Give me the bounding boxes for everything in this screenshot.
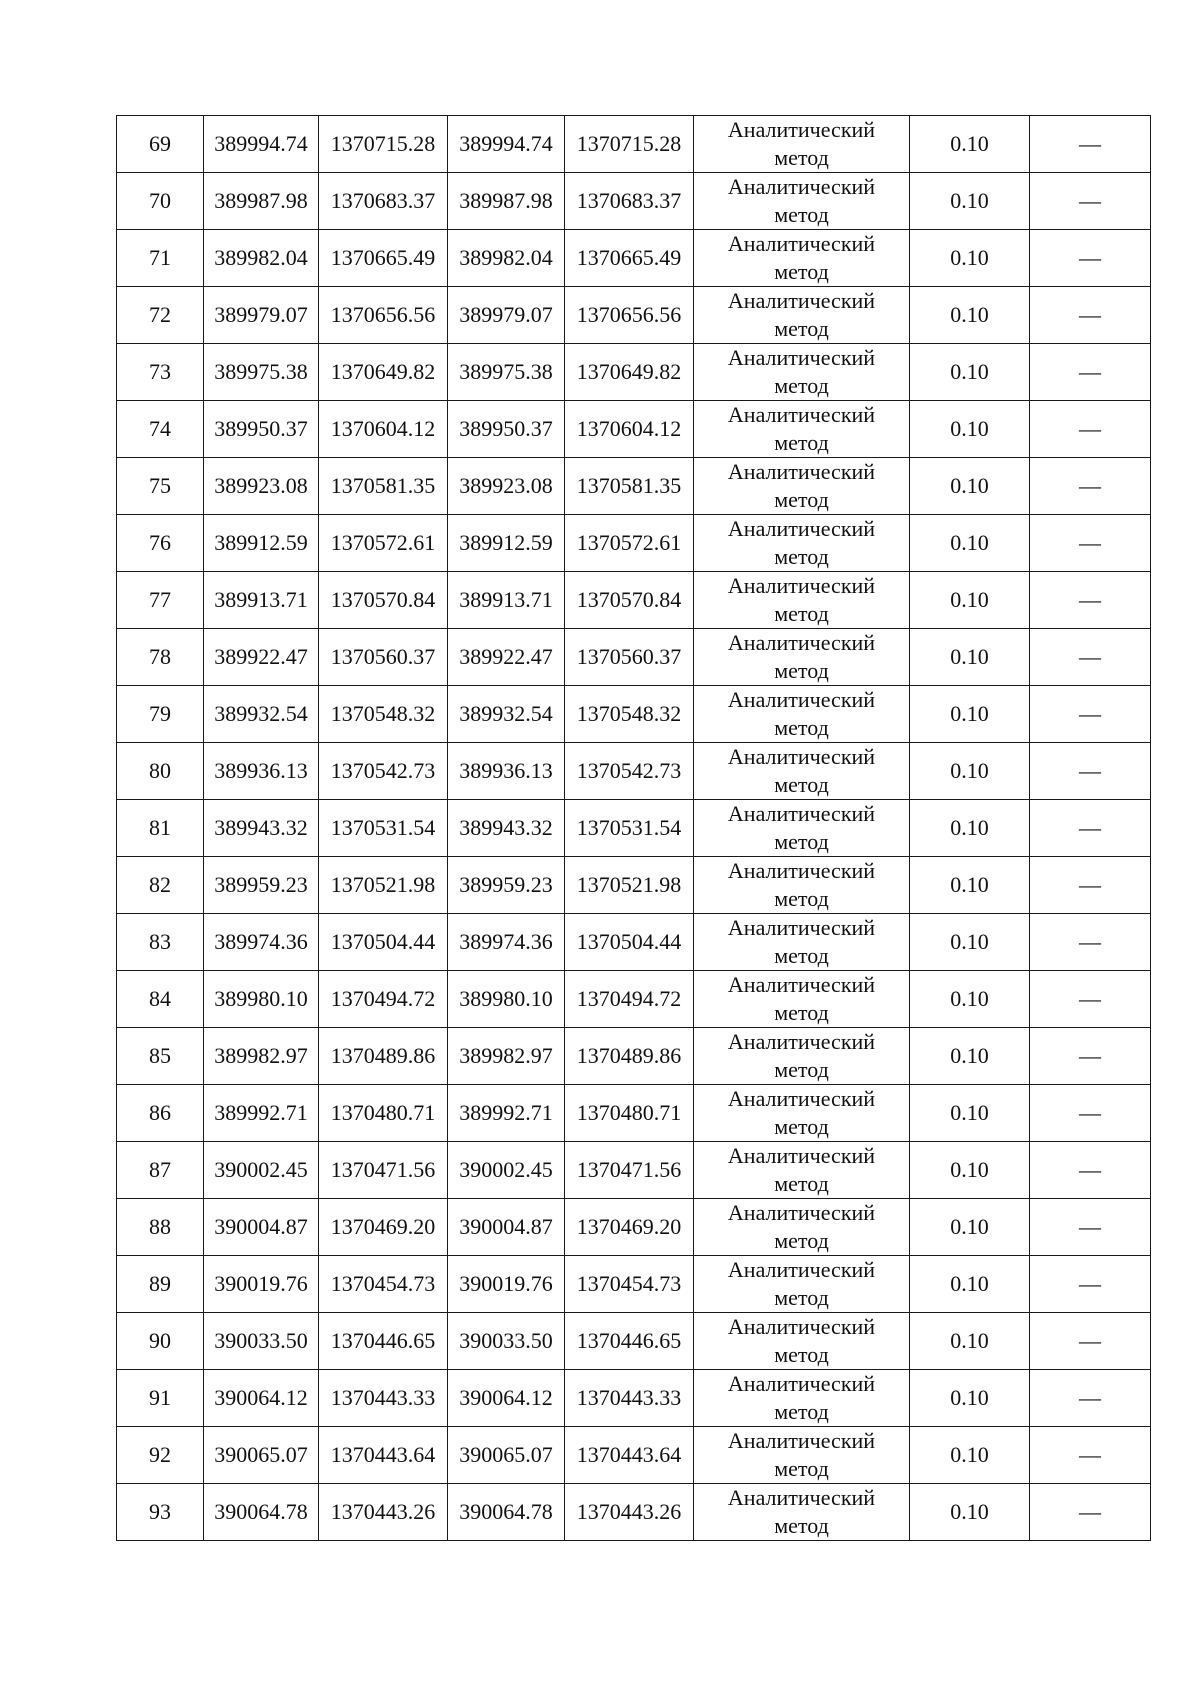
method-label-line1: Аналитический bbox=[727, 345, 876, 370]
y-coordinate-cell: 1370443.64 bbox=[319, 1427, 448, 1484]
precision-cell: 0.10 bbox=[910, 1370, 1030, 1427]
point-number-cell: 80 bbox=[117, 743, 204, 800]
table-row bbox=[117, 1142, 1151, 1199]
precision-cell: 0.10 bbox=[910, 629, 1030, 686]
x-coordinate-cell: 389975.38 bbox=[204, 344, 319, 401]
precision-cell: 0.10 bbox=[910, 515, 1030, 572]
note-cell: — bbox=[1030, 230, 1151, 287]
y-coordinate-cell: 1370560.37 bbox=[319, 629, 448, 686]
method-cell bbox=[694, 857, 910, 914]
point-number-cell: 83 bbox=[117, 914, 204, 971]
table-row bbox=[117, 116, 1151, 173]
precision-cell: 0.10 bbox=[910, 743, 1030, 800]
point-number-cell: 93 bbox=[117, 1484, 204, 1541]
note-cell: — bbox=[1030, 1085, 1151, 1142]
point-number-cell: 87 bbox=[117, 1142, 204, 1199]
x-coordinate-cell: 389974.36 bbox=[204, 914, 319, 971]
y-coordinate-cell: 1370531.54 bbox=[319, 800, 448, 857]
x-coordinate-cell: 389913.71 bbox=[204, 572, 319, 629]
method-label-line1: Аналитический bbox=[727, 687, 876, 712]
precision-cell: 0.10 bbox=[910, 230, 1030, 287]
note-cell: — bbox=[1030, 1256, 1151, 1313]
method-label-line1: Аналитический bbox=[727, 174, 876, 199]
y-coordinate-existing-cell: 1370494.72 bbox=[565, 971, 694, 1028]
y-coordinate-existing-cell: 1370581.35 bbox=[565, 458, 694, 515]
note-cell: — bbox=[1030, 1427, 1151, 1484]
x-coordinate-existing-cell: 390033.50 bbox=[448, 1313, 565, 1370]
x-coordinate-cell: 389959.23 bbox=[204, 857, 319, 914]
y-coordinate-existing-cell: 1370572.61 bbox=[565, 515, 694, 572]
x-coordinate-existing-cell: 390004.87 bbox=[448, 1199, 565, 1256]
precision-cell: 0.10 bbox=[910, 116, 1030, 173]
method-cell bbox=[694, 458, 910, 515]
x-coordinate-existing-cell: 389975.38 bbox=[448, 344, 565, 401]
method-cell bbox=[694, 629, 910, 686]
table-row bbox=[117, 1256, 1151, 1313]
method-label-line2: метод bbox=[774, 715, 829, 740]
precision-cell: 0.10 bbox=[910, 1427, 1030, 1484]
x-coordinate-cell: 389912.59 bbox=[204, 515, 319, 572]
method-label-line2: метод bbox=[774, 943, 829, 968]
y-coordinate-existing-cell: 1370656.56 bbox=[565, 287, 694, 344]
method-label-line1: Аналитический bbox=[727, 1485, 876, 1510]
note-cell: — bbox=[1030, 458, 1151, 515]
method-label-line2: метод bbox=[774, 1342, 829, 1367]
x-coordinate-existing-cell: 389974.36 bbox=[448, 914, 565, 971]
point-number-cell: 79 bbox=[117, 686, 204, 743]
precision-cell: 0.10 bbox=[910, 401, 1030, 458]
method-label-line1: Аналитический bbox=[727, 1200, 876, 1225]
y-coordinate-existing-cell: 1370443.26 bbox=[565, 1484, 694, 1541]
x-coordinate-cell: 389943.32 bbox=[204, 800, 319, 857]
note-cell: — bbox=[1030, 344, 1151, 401]
method-label-line2: метод bbox=[774, 145, 829, 170]
point-number-cell: 86 bbox=[117, 1085, 204, 1142]
point-number-cell: 73 bbox=[117, 344, 204, 401]
method-label-line2: метод bbox=[774, 1057, 829, 1082]
method-label-line2: метод bbox=[774, 487, 829, 512]
y-coordinate-existing-cell: 1370548.32 bbox=[565, 686, 694, 743]
point-number-cell: 81 bbox=[117, 800, 204, 857]
method-label-line2: метод bbox=[774, 1171, 829, 1196]
method-label-line1: Аналитический bbox=[727, 630, 876, 655]
table-row bbox=[117, 743, 1151, 800]
x-coordinate-existing-cell: 389922.47 bbox=[448, 629, 565, 686]
method-label-line2: метод bbox=[774, 1228, 829, 1253]
y-coordinate-cell: 1370471.56 bbox=[319, 1142, 448, 1199]
y-coordinate-cell: 1370542.73 bbox=[319, 743, 448, 800]
y-coordinate-cell: 1370683.37 bbox=[319, 173, 448, 230]
x-coordinate-existing-cell: 389987.98 bbox=[448, 173, 565, 230]
table-row bbox=[117, 800, 1151, 857]
method-cell bbox=[694, 743, 910, 800]
method-cell bbox=[694, 800, 910, 857]
y-coordinate-existing-cell: 1370454.73 bbox=[565, 1256, 694, 1313]
precision-cell: 0.10 bbox=[910, 800, 1030, 857]
method-label-line2: метод bbox=[774, 1000, 829, 1025]
x-coordinate-cell: 389980.10 bbox=[204, 971, 319, 1028]
precision-cell: 0.10 bbox=[910, 458, 1030, 515]
y-coordinate-cell: 1370570.84 bbox=[319, 572, 448, 629]
y-coordinate-cell: 1370548.32 bbox=[319, 686, 448, 743]
method-label-line2: метод bbox=[774, 829, 829, 854]
point-number-cell: 88 bbox=[117, 1199, 204, 1256]
x-coordinate-cell: 389979.07 bbox=[204, 287, 319, 344]
x-coordinate-cell: 390064.78 bbox=[204, 1484, 319, 1541]
x-coordinate-existing-cell: 389982.97 bbox=[448, 1028, 565, 1085]
note-cell: — bbox=[1030, 572, 1151, 629]
method-label-line1: Аналитический bbox=[727, 573, 876, 598]
x-coordinate-cell: 389992.71 bbox=[204, 1085, 319, 1142]
method-label-line2: метод bbox=[774, 316, 829, 341]
method-label-line1: Аналитический bbox=[727, 1029, 876, 1054]
x-coordinate-existing-cell: 389994.74 bbox=[448, 116, 565, 173]
x-coordinate-existing-cell: 389980.10 bbox=[448, 971, 565, 1028]
y-coordinate-existing-cell: 1370570.84 bbox=[565, 572, 694, 629]
x-coordinate-cell: 389923.08 bbox=[204, 458, 319, 515]
table-row bbox=[117, 857, 1151, 914]
precision-cell: 0.10 bbox=[910, 572, 1030, 629]
table-row bbox=[117, 572, 1151, 629]
y-coordinate-cell: 1370604.12 bbox=[319, 401, 448, 458]
point-number-cell: 76 bbox=[117, 515, 204, 572]
x-coordinate-cell: 389994.74 bbox=[204, 116, 319, 173]
table-row bbox=[117, 1370, 1151, 1427]
point-number-cell: 90 bbox=[117, 1313, 204, 1370]
table-row bbox=[117, 401, 1151, 458]
precision-cell: 0.10 bbox=[910, 173, 1030, 230]
x-coordinate-existing-cell: 389982.04 bbox=[448, 230, 565, 287]
method-label-line2: метод bbox=[774, 1456, 829, 1481]
note-cell: — bbox=[1030, 800, 1151, 857]
table-row bbox=[117, 173, 1151, 230]
method-label-line1: Аналитический bbox=[727, 516, 876, 541]
point-number-cell: 78 bbox=[117, 629, 204, 686]
table-row bbox=[117, 287, 1151, 344]
y-coordinate-existing-cell: 1370649.82 bbox=[565, 344, 694, 401]
x-coordinate-existing-cell: 389932.54 bbox=[448, 686, 565, 743]
method-cell bbox=[694, 401, 910, 458]
note-cell: — bbox=[1030, 914, 1151, 971]
method-cell bbox=[694, 971, 910, 1028]
x-coordinate-cell: 390019.76 bbox=[204, 1256, 319, 1313]
method-label-line1: Аналитический bbox=[727, 402, 876, 427]
method-label-line2: метод bbox=[774, 544, 829, 569]
method-label-line1: Аналитический bbox=[727, 915, 876, 940]
y-coordinate-existing-cell: 1370443.64 bbox=[565, 1427, 694, 1484]
precision-cell: 0.10 bbox=[910, 1142, 1030, 1199]
note-cell: — bbox=[1030, 629, 1151, 686]
y-coordinate-existing-cell: 1370446.65 bbox=[565, 1313, 694, 1370]
precision-cell: 0.10 bbox=[910, 344, 1030, 401]
point-number-cell: 70 bbox=[117, 173, 204, 230]
coordinates-table bbox=[116, 115, 1151, 1541]
method-cell bbox=[694, 515, 910, 572]
x-coordinate-existing-cell: 389950.37 bbox=[448, 401, 565, 458]
method-cell bbox=[694, 1256, 910, 1313]
y-coordinate-cell: 1370454.73 bbox=[319, 1256, 448, 1313]
method-label-line1: Аналитический bbox=[727, 972, 876, 997]
y-coordinate-existing-cell: 1370521.98 bbox=[565, 857, 694, 914]
y-coordinate-cell: 1370649.82 bbox=[319, 344, 448, 401]
table-row bbox=[117, 515, 1151, 572]
table-row bbox=[117, 1427, 1151, 1484]
y-coordinate-cell: 1370489.86 bbox=[319, 1028, 448, 1085]
y-coordinate-cell: 1370443.26 bbox=[319, 1484, 448, 1541]
x-coordinate-cell: 389936.13 bbox=[204, 743, 319, 800]
x-coordinate-existing-cell: 389936.13 bbox=[448, 743, 565, 800]
method-label-line2: метод bbox=[774, 373, 829, 398]
x-coordinate-existing-cell: 390064.12 bbox=[448, 1370, 565, 1427]
method-label-line2: метод bbox=[774, 202, 829, 227]
table-row bbox=[117, 914, 1151, 971]
table-row bbox=[117, 1085, 1151, 1142]
x-coordinate-existing-cell: 389913.71 bbox=[448, 572, 565, 629]
method-label-line2: метод bbox=[774, 601, 829, 626]
method-cell bbox=[694, 116, 910, 173]
note-cell: — bbox=[1030, 1370, 1151, 1427]
method-label-line1: Аналитический bbox=[727, 1371, 876, 1396]
point-number-cell: 75 bbox=[117, 458, 204, 515]
method-cell bbox=[694, 344, 910, 401]
note-cell: — bbox=[1030, 1142, 1151, 1199]
method-label-line2: метод bbox=[774, 886, 829, 911]
y-coordinate-cell: 1370504.44 bbox=[319, 914, 448, 971]
precision-cell: 0.10 bbox=[910, 686, 1030, 743]
table-row bbox=[117, 1199, 1151, 1256]
x-coordinate-cell: 390064.12 bbox=[204, 1370, 319, 1427]
method-label-line1: Аналитический bbox=[727, 744, 876, 769]
y-coordinate-cell: 1370715.28 bbox=[319, 116, 448, 173]
note-cell: — bbox=[1030, 1484, 1151, 1541]
y-coordinate-cell: 1370581.35 bbox=[319, 458, 448, 515]
method-cell bbox=[694, 1028, 910, 1085]
method-cell bbox=[694, 1313, 910, 1370]
x-coordinate-existing-cell: 390019.76 bbox=[448, 1256, 565, 1313]
x-coordinate-cell: 389982.04 bbox=[204, 230, 319, 287]
precision-cell: 0.10 bbox=[910, 287, 1030, 344]
precision-cell: 0.10 bbox=[910, 1199, 1030, 1256]
point-number-cell: 82 bbox=[117, 857, 204, 914]
y-coordinate-existing-cell: 1370715.28 bbox=[565, 116, 694, 173]
y-coordinate-existing-cell: 1370489.86 bbox=[565, 1028, 694, 1085]
y-coordinate-existing-cell: 1370469.20 bbox=[565, 1199, 694, 1256]
precision-cell: 0.10 bbox=[910, 1313, 1030, 1370]
y-coordinate-cell: 1370494.72 bbox=[319, 971, 448, 1028]
y-coordinate-existing-cell: 1370443.33 bbox=[565, 1370, 694, 1427]
method-cell bbox=[694, 1484, 910, 1541]
note-cell: — bbox=[1030, 971, 1151, 1028]
method-cell bbox=[694, 1199, 910, 1256]
precision-cell: 0.10 bbox=[910, 1028, 1030, 1085]
point-number-cell: 91 bbox=[117, 1370, 204, 1427]
method-label-line2: метод bbox=[774, 1513, 829, 1538]
y-coordinate-cell: 1370521.98 bbox=[319, 857, 448, 914]
x-coordinate-cell: 389950.37 bbox=[204, 401, 319, 458]
method-label-line2: метод bbox=[774, 658, 829, 683]
table-row bbox=[117, 629, 1151, 686]
y-coordinate-existing-cell: 1370683.37 bbox=[565, 173, 694, 230]
table-row bbox=[117, 230, 1151, 287]
method-cell bbox=[694, 914, 910, 971]
note-cell: — bbox=[1030, 1313, 1151, 1370]
table-row bbox=[117, 344, 1151, 401]
method-cell bbox=[694, 1370, 910, 1427]
precision-cell: 0.10 bbox=[910, 971, 1030, 1028]
point-number-cell: 85 bbox=[117, 1028, 204, 1085]
point-number-cell: 89 bbox=[117, 1256, 204, 1313]
note-cell: — bbox=[1030, 857, 1151, 914]
y-coordinate-cell: 1370665.49 bbox=[319, 230, 448, 287]
x-coordinate-existing-cell: 390065.07 bbox=[448, 1427, 565, 1484]
y-coordinate-existing-cell: 1370480.71 bbox=[565, 1085, 694, 1142]
point-number-cell: 74 bbox=[117, 401, 204, 458]
point-number-cell: 72 bbox=[117, 287, 204, 344]
x-coordinate-existing-cell: 389979.07 bbox=[448, 287, 565, 344]
y-coordinate-cell: 1370480.71 bbox=[319, 1085, 448, 1142]
method-label-line1: Аналитический bbox=[727, 1143, 876, 1168]
point-number-cell: 69 bbox=[117, 116, 204, 173]
precision-cell: 0.10 bbox=[910, 1484, 1030, 1541]
x-coordinate-existing-cell: 389992.71 bbox=[448, 1085, 565, 1142]
method-label-line2: метод bbox=[774, 1285, 829, 1310]
method-label-line1: Аналитический bbox=[727, 459, 876, 484]
y-coordinate-cell: 1370469.20 bbox=[319, 1199, 448, 1256]
note-cell: — bbox=[1030, 116, 1151, 173]
x-coordinate-existing-cell: 390002.45 bbox=[448, 1142, 565, 1199]
note-cell: — bbox=[1030, 401, 1151, 458]
table-body bbox=[117, 116, 1151, 1541]
note-cell: — bbox=[1030, 173, 1151, 230]
method-label-line2: метод bbox=[774, 259, 829, 284]
method-label-line1: Аналитический bbox=[727, 1428, 876, 1453]
x-coordinate-cell: 390002.45 bbox=[204, 1142, 319, 1199]
table-row bbox=[117, 1313, 1151, 1370]
point-number-cell: 71 bbox=[117, 230, 204, 287]
point-number-cell: 77 bbox=[117, 572, 204, 629]
note-cell: — bbox=[1030, 515, 1151, 572]
method-label-line1: Аналитический bbox=[727, 858, 876, 883]
x-coordinate-cell: 390004.87 bbox=[204, 1199, 319, 1256]
method-cell bbox=[694, 230, 910, 287]
method-label-line1: Аналитический bbox=[727, 117, 876, 142]
method-label-line2: метод bbox=[774, 1114, 829, 1139]
x-coordinate-cell: 389982.97 bbox=[204, 1028, 319, 1085]
y-coordinate-existing-cell: 1370471.56 bbox=[565, 1142, 694, 1199]
y-coordinate-cell: 1370443.33 bbox=[319, 1370, 448, 1427]
note-cell: — bbox=[1030, 287, 1151, 344]
table-row bbox=[117, 686, 1151, 743]
method-label-line2: метод bbox=[774, 772, 829, 797]
x-coordinate-cell: 390065.07 bbox=[204, 1427, 319, 1484]
table-row bbox=[117, 971, 1151, 1028]
x-coordinate-cell: 389987.98 bbox=[204, 173, 319, 230]
precision-cell: 0.10 bbox=[910, 1256, 1030, 1313]
note-cell: — bbox=[1030, 686, 1151, 743]
note-cell: — bbox=[1030, 743, 1151, 800]
point-number-cell: 92 bbox=[117, 1427, 204, 1484]
y-coordinate-existing-cell: 1370604.12 bbox=[565, 401, 694, 458]
y-coordinate-cell: 1370446.65 bbox=[319, 1313, 448, 1370]
y-coordinate-existing-cell: 1370531.54 bbox=[565, 800, 694, 857]
precision-cell: 0.10 bbox=[910, 914, 1030, 971]
y-coordinate-existing-cell: 1370504.44 bbox=[565, 914, 694, 971]
note-cell: — bbox=[1030, 1199, 1151, 1256]
note-cell: — bbox=[1030, 1028, 1151, 1085]
x-coordinate-existing-cell: 389912.59 bbox=[448, 515, 565, 572]
y-coordinate-existing-cell: 1370560.37 bbox=[565, 629, 694, 686]
x-coordinate-cell: 389932.54 bbox=[204, 686, 319, 743]
x-coordinate-existing-cell: 389923.08 bbox=[448, 458, 565, 515]
method-cell bbox=[694, 173, 910, 230]
method-label-line1: Аналитический bbox=[727, 1257, 876, 1282]
precision-cell: 0.10 bbox=[910, 857, 1030, 914]
method-cell bbox=[694, 686, 910, 743]
method-label-line1: Аналитический bbox=[727, 231, 876, 256]
table-row bbox=[117, 1028, 1151, 1085]
method-label-line1: Аналитический bbox=[727, 288, 876, 313]
precision-cell: 0.10 bbox=[910, 1085, 1030, 1142]
method-label-line1: Аналитический bbox=[727, 1086, 876, 1111]
x-coordinate-cell: 389922.47 bbox=[204, 629, 319, 686]
method-label-line1: Аналитический bbox=[727, 801, 876, 826]
method-cell bbox=[694, 572, 910, 629]
method-cell bbox=[694, 1142, 910, 1199]
method-cell bbox=[694, 1085, 910, 1142]
method-label-line2: метод bbox=[774, 1399, 829, 1424]
method-label-line2: метод bbox=[774, 430, 829, 455]
x-coordinate-existing-cell: 389943.32 bbox=[448, 800, 565, 857]
point-number-cell: 84 bbox=[117, 971, 204, 1028]
table-row bbox=[117, 1484, 1151, 1541]
x-coordinate-cell: 390033.50 bbox=[204, 1313, 319, 1370]
y-coordinate-cell: 1370656.56 bbox=[319, 287, 448, 344]
method-cell bbox=[694, 287, 910, 344]
method-cell bbox=[694, 1427, 910, 1484]
table-row bbox=[117, 458, 1151, 515]
y-coordinate-existing-cell: 1370665.49 bbox=[565, 230, 694, 287]
y-coordinate-cell: 1370572.61 bbox=[319, 515, 448, 572]
x-coordinate-existing-cell: 390064.78 bbox=[448, 1484, 565, 1541]
method-label-line1: Аналитический bbox=[727, 1314, 876, 1339]
x-coordinate-existing-cell: 389959.23 bbox=[448, 857, 565, 914]
y-coordinate-existing-cell: 1370542.73 bbox=[565, 743, 694, 800]
